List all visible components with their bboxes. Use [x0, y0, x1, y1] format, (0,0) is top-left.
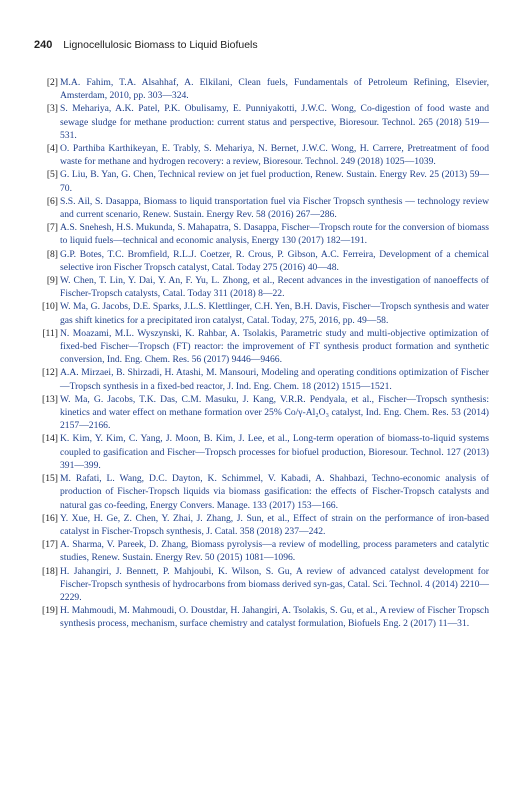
reference-entry [34, 432, 489, 472]
reference-text: K. Kim, Y. Kim, C. Yang, J. Moon, B. Kim, J. Lee, et al., Long-term operation of biomass-to-liquid systems coupled to gasification and Fischer—Tropsch processes for biofuel production, Bioresour. Technol. 127 (2013) 391—399. [60, 433, 489, 471]
reference-entry [34, 565, 489, 605]
reference-text: A.S. Snehesh, H.S. Mukunda, S. Mahapatra, S. Dasappa, Fischer—Tropsch route for the conversion of biomass to liquid fuels—technical and economic analysis, Energy 130 (2017) 182—191. [60, 222, 489, 247]
reference-entry [34, 366, 489, 392]
reference-number: [7] [46, 222, 58, 234]
reference-number: [4] [46, 143, 58, 155]
book-title: Lignocellulosic Biomass to Liquid Biofuels [63, 39, 258, 51]
reference-text: M. Rafati, L. Wang, D.C. Dayton, K. Schimmel, V. Kabadi, A. Shahbazi, Techno-economic analysis of production of Fischer-Tropsch liquids via biomass gasification: the effects of Fischer-Tropsch catalysts and natural gas co-feeding, Energy Convers. Manage. 133 (2017) 153—166. [60, 473, 489, 511]
reference-text: S. Mehariya, A.K. Patel, P.K. Obulisamy, E. Punniyakotti, J.W.C. Wong, Co-digestion of food waste and sewage sludge for methane production: current status and perspective, Bioresour. Technol. 265 (2018) 519—531. [60, 103, 489, 141]
reference-number: [19] [42, 605, 58, 617]
reference-number: [18] [42, 565, 58, 577]
reference-number: [10] [42, 301, 58, 313]
reference-entry [34, 472, 489, 512]
reference-number: [2] [46, 77, 58, 88]
reference-text: G.P. Botes, T.C. Bromfield, R.L.J. Coetzer, R. Crous, P. Gibson, A.C. Ferreira, Development of a chemical selective iron Fischer Tropsch catalyst, Catal. Today 275 (2016) 40—48. [60, 248, 489, 273]
reference-text: H. Jahangiri, J. Bennett, P. Mahjoubi, K. Wilson, S. Gu, A review of advanced catalyst development for Fischer-Tropsch synthesis of hydrocarbons from biomass derived syn-gas, Catal. Sci. Technol. 4 (2014) 2210—2229. [60, 565, 489, 603]
reference-text: O. Parthiba Karthikeyan, E. Trably, S. Mehariya, N. Bernet, J.W.C. Wong, H. Carrere, Pretreatment of food waste for methane and hydrogen recovery: a review, Bioresour. Technol. 249 (2018) 1025—1039. [60, 143, 489, 168]
reference-text: W. Ma, G. Jacobs, T.K. Das, C.M. Masuku, J. Kang, V.R.R. Pendyala, et al., Fischer—Tropsch synthesis: kinetics and water effect on methane formation over 25% Co/γ-Al₂O₃ catalyst, Ind. Eng. Chem. Res. 53 (2014) 2157—2166. [60, 393, 489, 432]
reference-entry [34, 221, 489, 247]
reference-entry [34, 538, 489, 564]
page-number: 240 [34, 39, 53, 51]
reference-number: [8] [46, 248, 58, 260]
reference-entry [34, 142, 489, 168]
reference-text: A. Sharma, V. Pareek, D. Zhang, Biomass pyrolysis—a review of modelling, process parameters and catalytic studies, Renew. Sustain. Energy Rev. 50 (2015) 1081—1096. [60, 539, 489, 564]
reference-text: S.S. Ail, S. Dasappa, Biomass to liquid transportation fuel via Fischer Tropsch synthesis — technology review and current scenario, Renew. Sustain. Energy Rev. 58 (2016) 267—286. [60, 195, 489, 221]
reference-entry [34, 76, 489, 102]
reference-number: [17] [42, 539, 58, 551]
reference-entry [34, 300, 489, 326]
reference-text: H. Mahmoudi, M. Mahmoudi, O. Doustdar, H. Jahangiri, A. Tsolakis, S. Gu, et al., A review of Fischer Tropsch synthesis process, mechanism, surface chemistry and catalyst formulation, Biofuels Eng. 2 (2017) 11—31. [60, 605, 489, 630]
reference-number: [5] [46, 169, 58, 181]
reference-text: Y. Xue, H. Ge, Z. Chen, Y. Zhai, J. Zhang, J. Sun, et al., Effect of strain on the performance of iron-based catalyst in Fischer-Tropsch synthesis, J. Catal. 358 (2018) 237—242. [60, 512, 489, 537]
reference-entry [34, 512, 489, 538]
reference-number: [13] [42, 393, 58, 405]
reference-number: [12] [42, 367, 58, 379]
reference-entry [34, 102, 489, 142]
reference-number: [6] [46, 195, 58, 207]
reference-text: G. Liu, B. Yan, G. Chen, Technical review on jet fuel production, Renew. Sustain. Energy Rev. 25 (2013) 59—70. [60, 169, 489, 194]
reference-list [34, 76, 489, 631]
reference-text: N. Moazami, M.L. Wyszynski, K. Rahbar, A. Tsolakis, Parametric study and multi-objective optimization of fixed-bed Fischer—Tropsch (FT) reactor: the improvement of FT synthesis product formation and synthetic conversion, Ind. Eng. Chem. Res. 56 (2017) 9446—9466. [60, 327, 489, 366]
reference-entry [34, 248, 489, 274]
reference-number: [9] [46, 275, 58, 287]
reference-entry [34, 195, 489, 221]
reference-entry [34, 604, 489, 630]
reference-number: [11] [42, 327, 58, 339]
reference-number: [3] [46, 103, 58, 115]
reference-text: M.A. Fahim, T.A. Alsahhaf, A. Elkilani, Clean fuels, Fundamentals of Petroleum Refining, Elsevier, Amsterdam, 2010, pp. 303—324. [60, 77, 489, 102]
reference-number: [14] [42, 433, 58, 445]
reference-text: A.A. Mirzaei, B. Shirzadi, H. Atashi, M. Mansouri, Modeling and operating conditions optimization of Fischer—Tropsch synthesis in a fixed-bed reactor, J. Ind. Eng. Chem. 18 (2012) 1515—1521. [60, 367, 489, 392]
reference-number: [15] [42, 473, 58, 485]
running-header [34, 39, 258, 51]
reference-number: [16] [42, 512, 58, 524]
reference-text: W. Chen, T. Lin, Y. Dai, Y. An, F. Yu, L. Zhong, et al., Recent advances in the investigation of nanoeffects of Fischer-Tropsch catalysts, Catal. Today 311 (2018) 8—22. [60, 275, 489, 300]
reference-text: W. Ma, G. Jacobs, D.E. Sparks, J.L.S. Klettlinger, C.H. Yen, B.H. Davis, Fischer—Tropsch synthesis and water gas shift kinetics for a precipitated iron catalyst, Catal. Today, 275, 2016, pp. 49—58. [60, 301, 489, 326]
reference-entry [34, 393, 489, 433]
reference-entry [34, 168, 489, 194]
reference-entry [34, 327, 489, 367]
reference-entry [34, 274, 489, 300]
